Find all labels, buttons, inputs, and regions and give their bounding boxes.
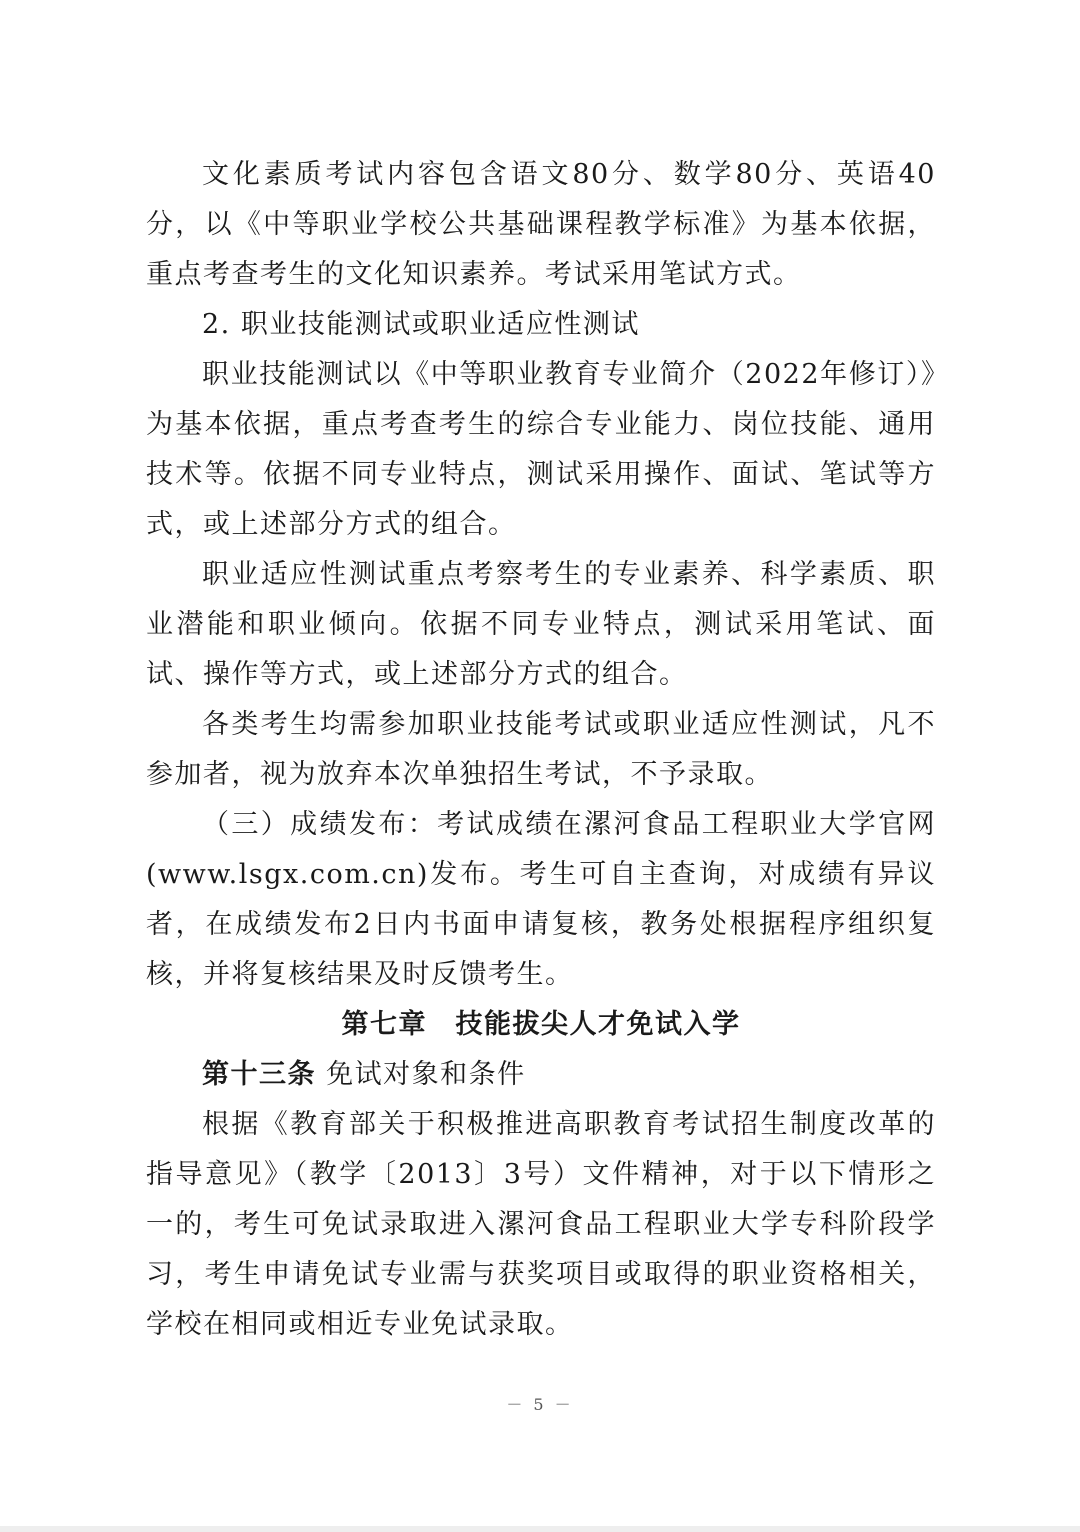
paragraph-participation: 各类考生均需参加职业技能考试或职业适应性测试，凡不参加者，视为放弃本次单独招生考试，不予录取。 xyxy=(146,709,936,790)
paragraph-cultural-exam: 文化素质考试内容包含语文80分、数学80分、英语40分，以《中等职业学校公共基础课程教学标准》为基本依据，重点考查考生的文化知识素养。考试采用笔试方式。 xyxy=(146,159,936,290)
article-label: 第十三条 xyxy=(202,1059,316,1090)
paragraph-aptitude-test: 职业适应性测试重点考察考生的专业素养、科学素质、职业潜能和职业倾向。依据不同专业特点，测试采用笔试、面试、操作等方式，或上述部分方式的组合。 xyxy=(146,559,936,690)
bottom-divider xyxy=(0,1526,1080,1532)
paragraph-exemption-basis: 根据《教育部关于积极推进高职教育考试招生制度改革的指导意见》（教学〔2013〕3号）文件精神，对于以下情形之一的，考生可免试录取进入漯河食品工程职业大学专科阶段学习，考生申请免试专业需与获奖项目或取得的职业资格相关，学校在相同或相近专业免试录取。 xyxy=(146,1109,936,1340)
paragraph-score-release: （三）成绩发布：考试成绩在漯河食品工程职业大学官网(www.lsgx.com.cn)发布。考生可自主查询，对成绩有异议者，在成绩发布2日内书面申请复核，教务处根据程序组织复核，并将复核结果及时反馈考生。 xyxy=(146,809,936,990)
article-spacer xyxy=(316,1059,326,1090)
article-title: 免试对象和条件 xyxy=(326,1059,526,1090)
article-heading xyxy=(146,1050,936,1100)
chapter-title: 第七章 技能拔尖人才免试入学 xyxy=(341,1009,741,1040)
paragraph-heading-skill-test: 2. 职业技能测试或职业适应性测试 xyxy=(202,309,640,340)
page-number: － 5 － xyxy=(506,1395,574,1414)
document-body xyxy=(146,150,936,1350)
paragraph-skill-test: 职业技能测试以《中等职业教育专业简介（2022年修订）》为基本依据，重点考查考生的综合专业能力、岗位技能、通用技术等。依据不同专业特点，测试采用操作、面试、笔试等方式，或上述部分方式的组合。 xyxy=(146,359,936,540)
